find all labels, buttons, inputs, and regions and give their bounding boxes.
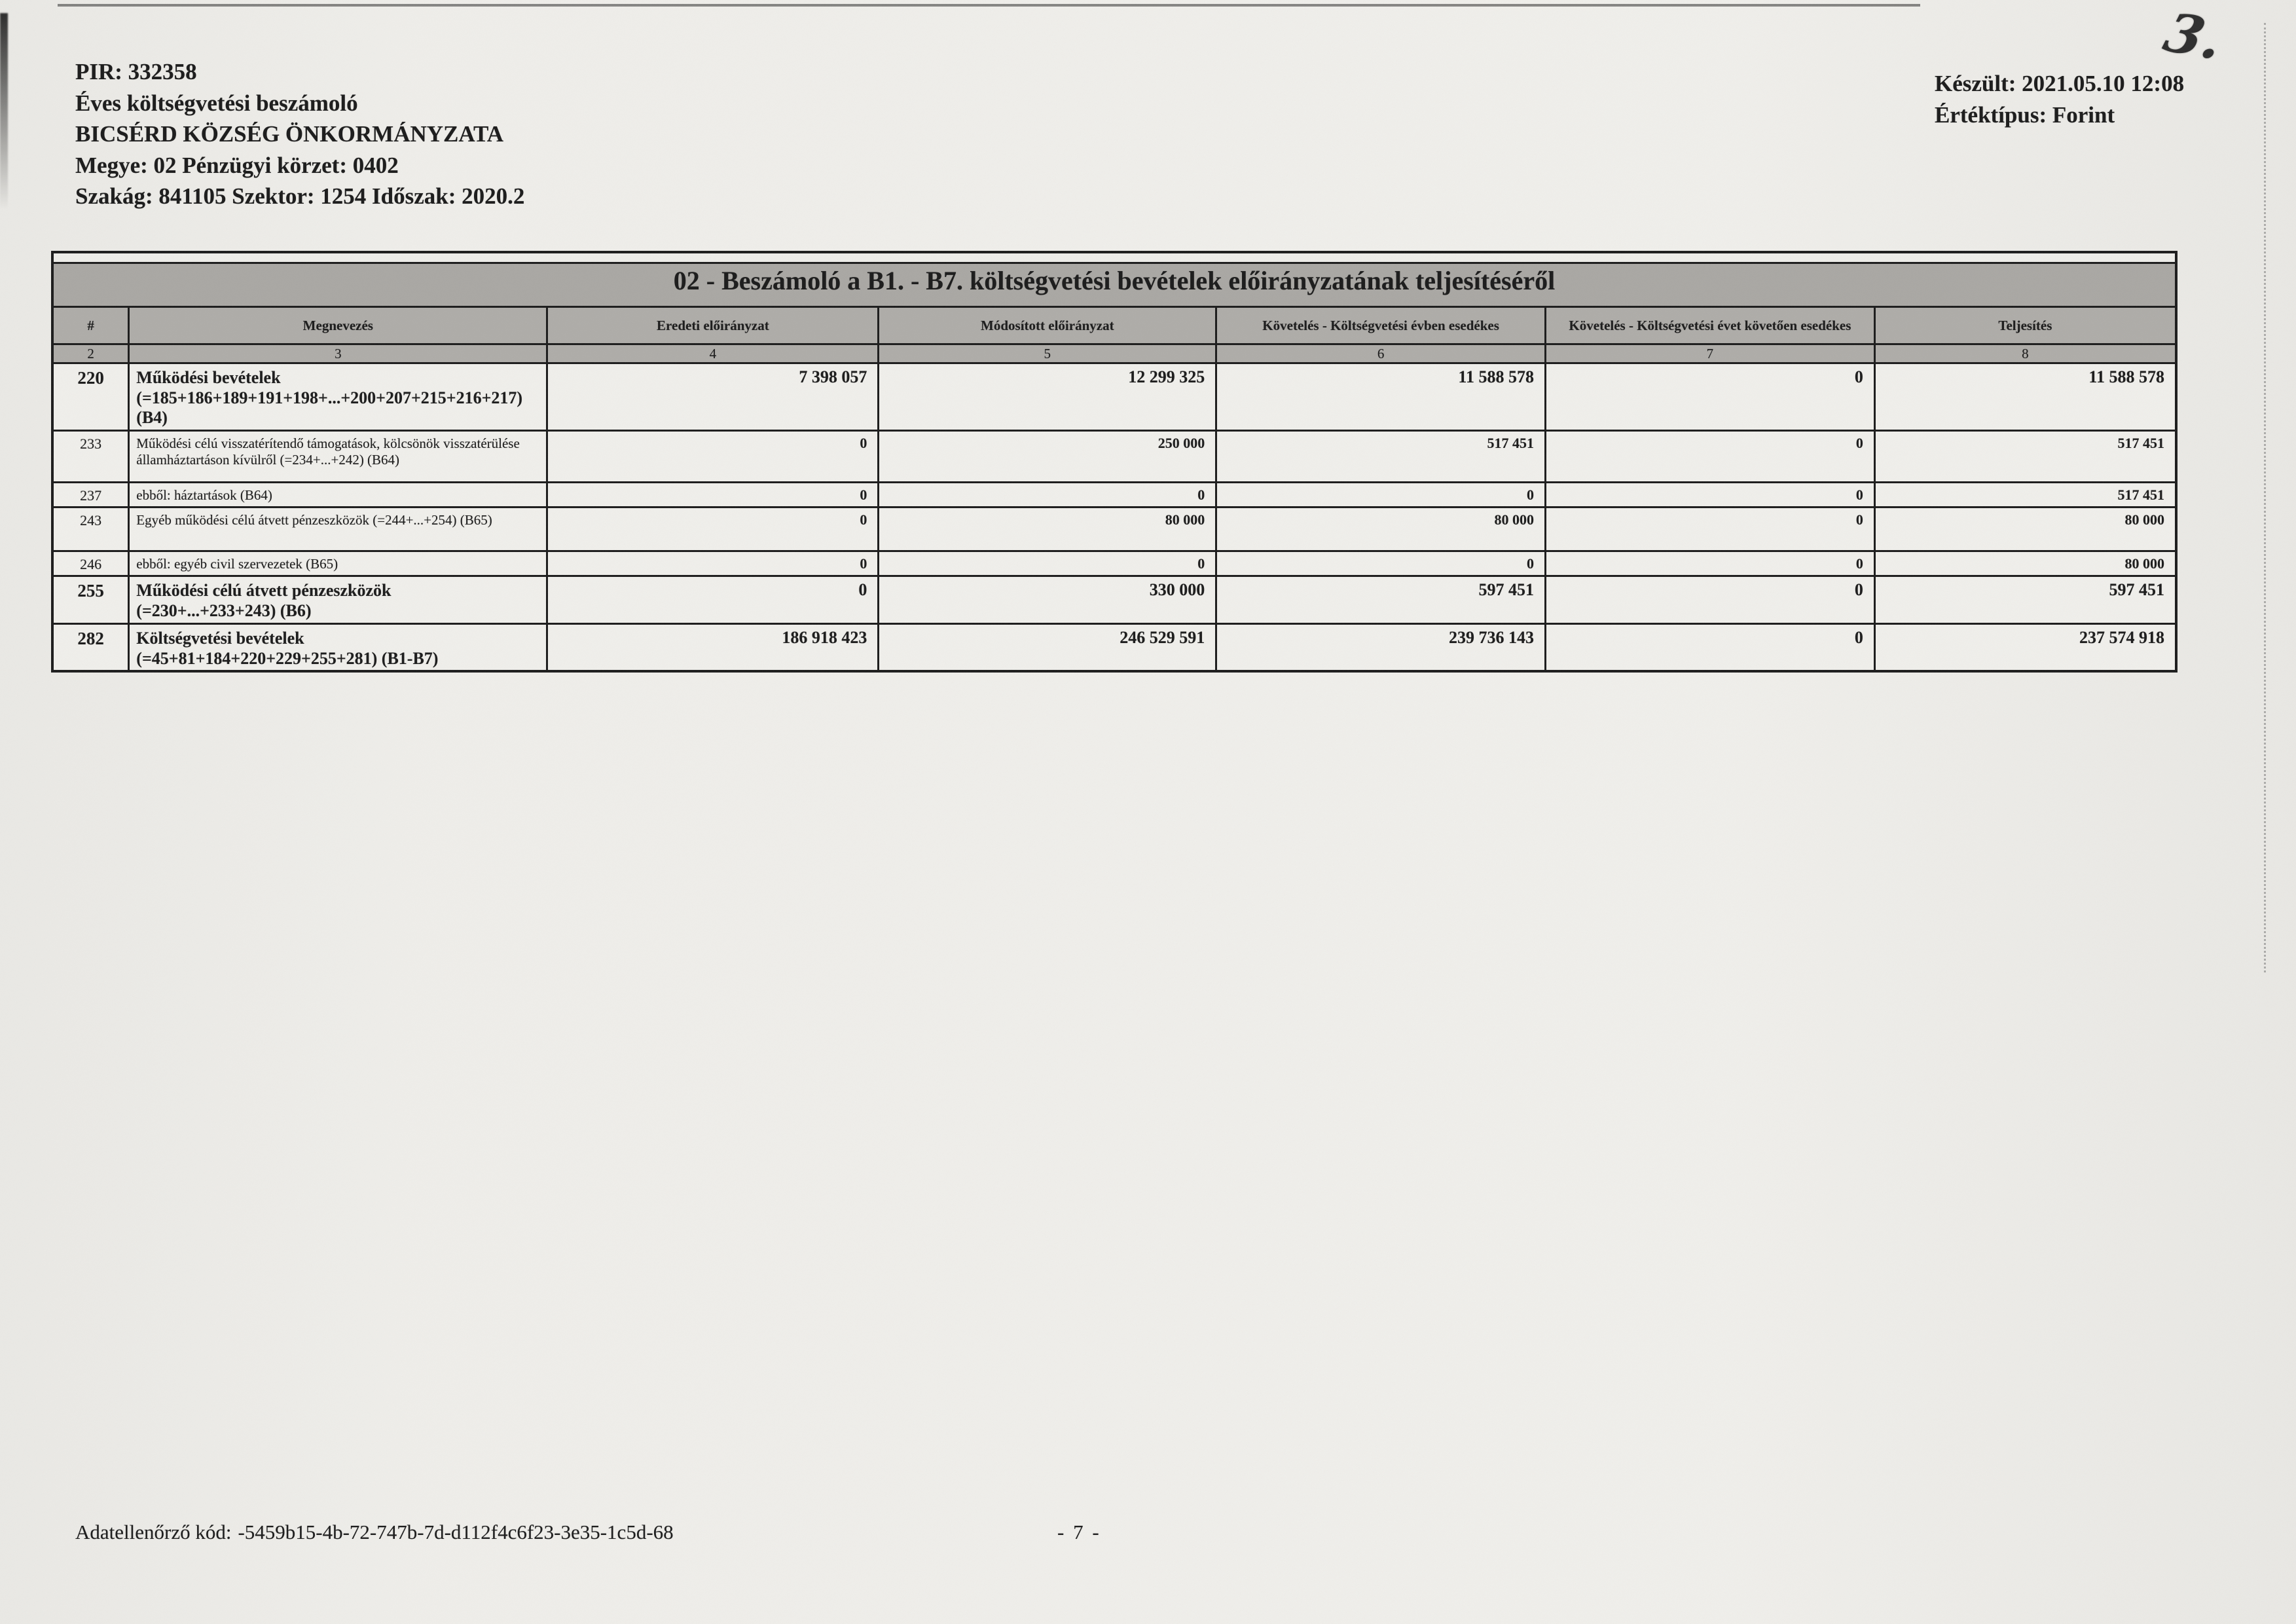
col-number: 7 [1546,344,1875,363]
created-line: Készült: 2021.05.10 12:08 [1935,71,2185,96]
row-id: 246 [52,551,129,576]
report-type-line: Éves költségvetési beszámoló [75,90,358,116]
cell-koveteles-evben: 517 451 [1216,431,1546,483]
budget-revenue-table [51,251,2178,673]
row-formula-text: (=45+81+184+220+229+255+281) (B1-B7) [136,648,439,668]
table-top-gap-row [52,252,2176,263]
col-header-koveteles-evben: Követelés - Költségvetési évben esedékes [1216,307,1546,344]
table-top-gap [52,252,2176,263]
table-title: 02 - Beszámoló a B1. - B7. költségvetési bevételek előirányzatának teljesítéséről [52,263,2176,307]
row-name-cell [129,624,547,672]
handwritten-page-mark: 3. [2157,1,2231,72]
row-id: 233 [52,431,129,483]
data-check-code-line [75,1521,674,1544]
table-row [52,431,2176,483]
table-row [52,483,2176,507]
row-name-text: ebből: egyéb civil szervezetek (B65) [136,556,338,572]
page-number: - 7 - [1057,1521,1101,1543]
cell-modositott: 0 [879,551,1216,576]
cell-koveteles-evben: 597 451 [1216,576,1546,624]
table-row [52,551,2176,576]
cell-eredeti: 0 [547,551,879,576]
cell-modositott: 246 529 591 [879,624,1216,672]
cell-koveteles-kovetoen: 0 [1546,551,1875,576]
cell-teljesites: 597 451 [1874,576,2176,624]
row-formula-text: (=185+186+189+191+198+...+200+207+215+216+217) (B4) [136,388,523,428]
cell-eredeti: 186 918 423 [547,624,879,672]
table-row [52,507,2176,551]
col-header-modositott: Módosított előirányzat [879,307,1216,344]
column-number-row [52,344,2176,363]
row-name-cell [129,576,547,624]
row-name-text: Működési célú átvett pénzeszközök [136,581,392,600]
cell-modositott: 250 000 [879,431,1216,483]
col-header-koveteles-kovetoen: Követelés - Költségvetési évet követően esedékes [1546,307,1875,344]
row-id: 220 [52,363,129,431]
row-name-text: ebből: háztartások (B64) [136,487,272,504]
cell-koveteles-evben: 11 588 578 [1216,363,1546,431]
scan-edge-right-artifact [2264,23,2266,972]
cell-teljesites: 11 588 578 [1874,363,2176,431]
sector-line: Szakág: 841105 Szektor: 1254 Időszak: 2020.2 [75,183,525,210]
col-number: 8 [1874,344,2176,363]
row-formula-text: (=230+...+233+243) (B6) [136,600,312,620]
col-number: 2 [52,344,129,363]
row-name-text: Működési célú visszatérítendő támogatások, kölcsönök visszatérülése államháztartáson kívülről (=234+...+242) (B64) [136,435,520,468]
district-line: Megye: 02 Pénzügyi körzet: 0402 [75,152,399,178]
row-name-text: Működési bevételek [136,368,281,387]
table-row [52,363,2176,431]
cell-teljesites: 237 574 918 [1874,624,2176,672]
cell-koveteles-kovetoen: 0 [1546,576,1875,624]
cell-teljesites: 80 000 [1874,551,2176,576]
cell-koveteles-kovetoen: 0 [1546,431,1875,483]
cell-modositott: 0 [879,483,1216,507]
cell-koveteles-evben: 0 [1216,551,1546,576]
scan-edge-top-artifact [58,4,1920,7]
col-number: 4 [547,344,879,363]
document-header-left [75,56,524,212]
col-header-teljesites: Teljesítés [1874,307,2176,344]
col-number: 5 [879,344,1216,363]
cell-koveteles-kovetoen: 0 [1546,483,1875,507]
value-type-line: Értéktípus: Forint [1935,101,2115,128]
cell-eredeti: 7 398 057 [547,363,879,431]
document-header-right [1935,68,2184,130]
col-number: 3 [129,344,547,363]
cell-modositott: 12 299 325 [879,363,1216,431]
cell-eredeti: 0 [547,483,879,507]
row-name-cell [129,431,547,483]
cell-koveteles-kovetoen: 0 [1546,363,1875,431]
data-check-code-value: -5459b15-4b-72-747b-7d-d112f4c6f23-3e35-1c5d-68 [238,1521,674,1543]
cell-teljesites: 517 451 [1874,483,2176,507]
table-title-row [52,263,2176,307]
table-row [52,624,2176,672]
col-header-eredeti: Eredeti előirányzat [547,307,879,344]
row-id: 255 [52,576,129,624]
row-id: 237 [52,483,129,507]
cell-koveteles-evben: 239 736 143 [1216,624,1546,672]
cell-koveteles-kovetoen: 0 [1546,507,1875,551]
cell-modositott: 330 000 [879,576,1216,624]
col-header-megnevezes: Megnevezés [129,307,547,344]
col-header-index: # [52,307,129,344]
row-name-cell [129,363,547,431]
table-row [52,576,2176,624]
scan-edge-left-artifact [0,13,8,210]
organization-line: BICSÉRD KÖZSÉG ÖNKORMÁNYZATA [75,121,504,147]
table-header-row [52,307,2176,344]
col-number: 6 [1216,344,1546,363]
row-name-text: Költségvetési bevételek [136,629,304,648]
row-name-cell [129,483,547,507]
row-id: 282 [52,624,129,672]
row-name-text: Egyéb működési célú átvett pénzeszközök (=244+...+254) (B65) [136,512,492,528]
row-id: 243 [52,507,129,551]
cell-eredeti: 0 [547,576,879,624]
cell-koveteles-evben: 0 [1216,483,1546,507]
cell-koveteles-kovetoen: 0 [1546,624,1875,672]
cell-eredeti: 0 [547,431,879,483]
cell-teljesites: 517 451 [1874,431,2176,483]
row-name-cell [129,551,547,576]
data-check-code-label: Adatellenőrző kód: [75,1521,232,1543]
cell-modositott: 80 000 [879,507,1216,551]
cell-teljesites: 80 000 [1874,507,2176,551]
cell-koveteles-evben: 80 000 [1216,507,1546,551]
pir-line: PIR: 332358 [75,59,197,84]
row-name-cell [129,507,547,551]
cell-eredeti: 0 [547,507,879,551]
